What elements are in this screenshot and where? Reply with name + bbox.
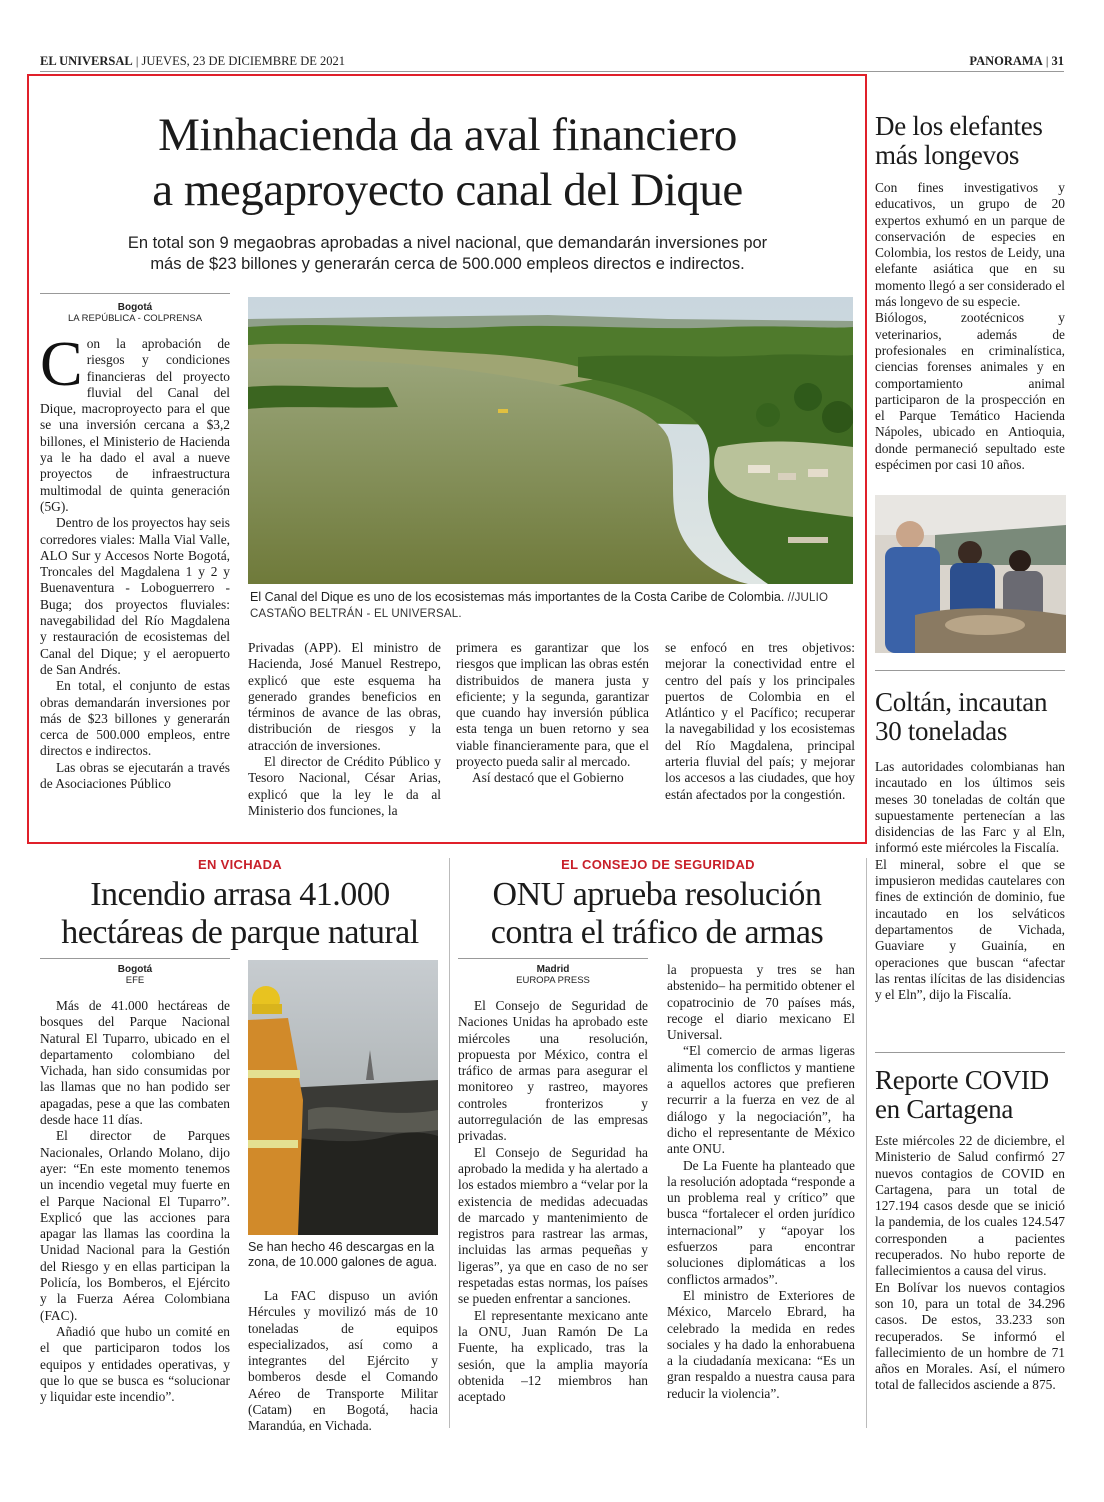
- coltan-title-line-2: 30 toneladas: [875, 716, 1008, 746]
- main-headline-line-1: Minhacienda da aval financiero: [158, 109, 737, 161]
- river-landscape-image: [248, 297, 853, 584]
- newspaper-name: EL UNIVERSAL: [40, 54, 133, 68]
- covid-headline: [875, 1066, 1075, 1124]
- onu-col1-p3: El representante mexicano ante la ONU, Juan Ramón De La Fuente, ha explicado, tras la sesión, que la amplia mayoría obtenida –12 miembros han aceptado: [458, 1307, 648, 1405]
- coltan-title-line-1: Coltán, incautan: [875, 687, 1048, 717]
- covid-title-line-2: en Cartagena: [875, 1094, 1014, 1124]
- incendio-kicker: EN VICHADA: [198, 857, 282, 872]
- incendio-title-line-2: hectáreas de parque natural: [61, 914, 419, 951]
- onu-col2-p2: “El comercio de armas ligeras alimenta los conflictos y mantiene a aquellos actores que prefieren recurrir a la fuerza en vez de al diálogo y la negociación”, ha dicho el representante de México ante ONU.: [667, 1043, 855, 1157]
- incendio-headline: [30, 876, 450, 952]
- main-headline: [40, 108, 855, 218]
- incendio-col-2: [248, 1288, 438, 1435]
- elefantes-body: [875, 180, 1065, 473]
- incendio-photo-caption: Se han hecho 46 descargas en la zona, de 10.000 galones de agua.: [248, 1240, 438, 1269]
- onu-byline-city: Madrid: [536, 964, 570, 975]
- main-col2-p1: Privadas (APP). El ministro de Hacienda, José Manuel Restrepo, explicó que este esquema ha generado grandes beneficios en términos de avance de las obras, distribución de riesgos y la atracción de inversiones.: [248, 640, 441, 753]
- researchers-image: [875, 495, 1066, 653]
- incendio-byline: [40, 964, 230, 986]
- coltan-body: [875, 759, 1065, 1003]
- incendio-p3: Añadió que hubo un comité en el que participaron todos los equipos y entidades operativas, y que lo que se busca es “solucionar y liquidar este incendio”.: [40, 1323, 230, 1405]
- sidebar-rule-1: [875, 670, 1065, 671]
- covid-p1: Este miércoles 22 de diciembre, el Ministerio de Salud confirmó 27 nuevos contagios de COVID en Cartagena, para un total de 127.194 casos desde que se inició la pandemia, de los cuales 124.547 corresponden a pacientes recuperados. No hubo reporte de fallecimientos a causa del virus.: [875, 1133, 1065, 1279]
- main-caption-text: El Canal del Dique es uno de los ecosistemas más importantes de la Costa Caribe de Colombia.: [250, 590, 785, 604]
- canal-del-dique-photo: [248, 297, 853, 584]
- main-col1-p1: on la aprobación de riesgos y condiciones financieras del proyecto fluvial del Canal del Dique, macroproyecto para el que se una inversión cercana a $3,2 billones, el Ministerio de Hacienda ya le ha dado el aval a nueve proyectos de infraestructura multimodal de quinta generación (5G).: [40, 336, 230, 514]
- elefantes-p2: Biólogos, zootécnicos y veterinarios, además de profesionales en criminalística, ciencias forenses animales y en comportamiento animal participaron de la prospección en el Parque Temático Hacienda Nápoles, ubicado en Antioquia, donde permaneció sepultado este espécimen por casi 10 años.: [875, 310, 1065, 473]
- main-dek-line-2: más de $23 billones y generarán cerca de 500.000 empleos directos e indirectos.: [150, 255, 745, 273]
- firefighter-image: [248, 960, 438, 1235]
- byline-rule: [40, 293, 230, 294]
- covid-p2: En Bolívar los nuevos contagios son 10, para un total de 34.296 casos. De estos, 33.233 son recuperados. Se informó el fallecimiento de un hombre de 71 años en Morales. Así, el número total de fallecidos asciende a 875.: [875, 1279, 1065, 1393]
- incendio-photo: [248, 960, 438, 1235]
- onu-byline: [458, 964, 648, 986]
- onu-byline-rule: [458, 958, 648, 959]
- onu-col1-p2: El Consejo de Seguridad ha aprobado la medida y ha alertado a los estados miembro a “velar por la existencia de medidas adecuadas de marcado y mantenimiento de registros para rastrear las armas, incluidas las armas pequeñas y ligeras”, ya que en caso de no ser respetadas estas normas, los países se pueden enfrentar a sanciones.: [458, 1144, 648, 1307]
- page-header-left: [40, 54, 540, 69]
- elefantes-title-line-1: De los elefantes: [875, 111, 1043, 141]
- onu-col2-p4: El ministro de Exteriores de México, Marcelo Ebrard, ha celebrado la medida en redes sociales y ha dado la enhorabuena a la ciudadanía mexicana: “Es un gran respaldo a nuestra causa para reducir la violencia”.: [667, 1287, 855, 1401]
- elefantes-p1: Con fines investigativos y educativos, un grupo de 20 expertos exhumó en un parque de conservación de especies en Colombia, los restos de Leidy, una elefante asiática que en su momento llegó a ser considerado el más longevo de su especie.: [875, 180, 1066, 310]
- incendio-byline-agency: EFE: [125, 975, 145, 986]
- covid-title-line-1: Reporte COVID: [875, 1065, 1049, 1095]
- main-dek-line-1: En total son 9 megaobras aprobadas a nivel nacional, que demandarán inversiones por: [127, 234, 768, 252]
- onu-col-2: [667, 962, 855, 1402]
- onu-col2-p1: la propuesta y tres se han abstenido– ha permitido obtener el copatrocinio de 70 países más, recoge el diario mexicano El Universal.: [667, 962, 855, 1043]
- incendio-byline-rule: [40, 958, 230, 959]
- column-divider: [449, 858, 450, 1428]
- incendio-col-1: [40, 998, 230, 1405]
- covid-body: [875, 1133, 1065, 1394]
- coltan-headline: [875, 688, 1075, 746]
- onu-title-line-1: ONU aprueba resolución: [492, 876, 822, 913]
- incendio-title-line-1: Incendio arrasa 41.000: [90, 876, 390, 913]
- incendio-p2: El director de Parques Nacionales, Orlando Molano, dijo ayer: “En este momento tenemos un incendio vegetal muy fuerte en el Parque Nacional El Tuparro”. Explicó que las acciones para apagar las llamas las coordina la Unidad Nacional para la Gestión del Riesgo y en ellas participan la Policía, los Bomberos, el Ejército y la Fuerza Aérea Colombiana (FAC).: [40, 1128, 230, 1323]
- header-date: JUEVES, 23 DE DICIEMBRE DE 2021: [141, 54, 345, 68]
- onu-col1-p1: El Consejo de Seguridad de Naciones Unidas ha aprobado este miércoles una resolución, propuesta por México, contra el tráfico de armas para asegurar el monitoreo y rastreo, mayores controles fronterizos y autorregulación de las empresas privadas.: [458, 998, 648, 1144]
- main-col-1: [40, 328, 230, 792]
- main-col3-p2: Así destacó que el Gobierno: [472, 770, 624, 786]
- onu-byline-agency: EUROPA PRESS: [516, 975, 590, 986]
- main-photo-caption: [250, 590, 855, 622]
- coltan-p2: El mineral, sobre el que se impusieron medidas cautelares con fines de extinción de dominio, fue incautado en los selváticos departamentos de Vichada, Guaviare y Guainía, en operaciones que buscan “afectar las rentas ilícitas de las disidencias y el Eln”, dijo la Fiscalía.: [875, 856, 1065, 1003]
- main-col-4: [665, 640, 855, 803]
- sidebar-rule-2: [875, 1052, 1065, 1053]
- main-byline-agency: LA REPÚBLICA - COLPRENSA: [67, 313, 203, 324]
- main-headline-line-2: a megaproyecto canal del Dique: [152, 164, 743, 216]
- onu-col2-p3: De La Fuente ha planteado que la resolución adoptada “responde a un problema real y crítico” que busca “fortalecer el orden jurídico internacional” y “apoyar los esfuerzos para encontrar soluciones diplomáticas a los conflictos armados”.: [667, 1157, 855, 1287]
- incendio-byline-city: Bogotá: [117, 964, 153, 975]
- main-caption-credit: //JULIO CASTAÑO BELTRÁN - EL UNIVERSAL.: [250, 592, 829, 620]
- main-col-2: [248, 640, 441, 819]
- main-col1-p2: Dentro de los proyectos hay seis corredores viales: Malla Vial Valle, ALO Sur y Accesos Norte Bogotá, Troncales del Magdalena 1 y 2 y Buenaventura - Loboguerrero - Buga; dos proyectos fluviales: navegabilidad del Río Magdalena y restauración de ecosistemas del Canal del Dique; y el aeropuerto de San Andrés.: [40, 515, 230, 677]
- header-separator: |: [135, 54, 142, 68]
- elefantes-photo: [875, 495, 1066, 653]
- header-separator: |: [1045, 54, 1052, 68]
- sidebar-divider: [866, 858, 867, 1428]
- onu-col-1: [458, 998, 648, 1405]
- incendio-p1: Más de 41.000 hectáreas de bosques del Parque Nacional Natural El Tuparro, ubicado en el departamento colombiano del Vichada, han sido consumidas por las llamas que no han podido ser apagadas, pese a que las combaten desde hace 11 días.: [40, 998, 230, 1128]
- main-byline-city: Bogotá: [117, 302, 153, 313]
- coltan-p1: Las autoridades colombianas han incautado en los últimos seis meses 30 toneladas de coltán que supuestamente pertenecían a las disidencias de las Farc y al Eln, informó este miércoles la Fiscalía.: [875, 759, 1065, 856]
- section-name: PANORAMA: [969, 54, 1043, 68]
- page-number: 31: [1051, 54, 1064, 68]
- page-header-right: [864, 54, 1064, 69]
- main-dek: [60, 233, 835, 275]
- main-dropcap: C: [40, 328, 83, 399]
- main-lead-paragraph: [40, 328, 230, 515]
- onu-title-line-2: contra el tráfico de armas: [490, 914, 824, 951]
- elefantes-headline: [875, 112, 1075, 170]
- onu-kicker: EL CONSEJO DE SEGURIDAD: [561, 857, 755, 872]
- elefantes-title-line-2: más longevos: [875, 140, 1020, 170]
- incendio-p4: La FAC dispuso un avión Hércules y movilizó más de 10 toneladas de equipos especializados, así como a integrantes del Ejército y bomberos desde el Comando Aéreo de Transporte Militar (Catam) en Bogotá, hacia Marandúa, en Vichada.: [248, 1288, 438, 1434]
- main-byline: [40, 302, 230, 324]
- header-rule: [40, 71, 1064, 72]
- main-col3-p1: primera es garantizar que los riesgos que implican las obras estén distribuidos de manera justa y eficiente; y la segunda, garantizar que cuando hay inversión pública esta tenga un buen retorno y sea viable financieramente para, que el proyecto pueda salir al mercado.: [456, 640, 649, 770]
- main-col2-p2: El director de Crédito Público y Tesoro Nacional, César Arias, explicó que la ley le da al Ministerio dos funciones, la: [248, 754, 441, 818]
- main-col4-p1: se enfocó en tres objetivos: mejorar la conectividad entre el centro del país y los principales puertos de Colombia en el Atlántico y el Pacífico; recuperar la navegabilidad y los ecosistemas del Río Magdalena, principal arteria fluvial del país; y mejorar los accesos a las ciudades, que hoy están afectados por la congestión.: [665, 640, 855, 802]
- main-col-3: [456, 640, 649, 787]
- main-col1-p4: Las obras se ejecutarán a través de Asociaciones Público: [40, 759, 230, 792]
- onu-headline: [452, 876, 862, 952]
- main-col1-p3: En total, el conjunto de estas obras demandarán inversiones por más de $23 billones y generarán cerca de 500.000 empleos, entre directos e indirectos.: [40, 678, 230, 759]
